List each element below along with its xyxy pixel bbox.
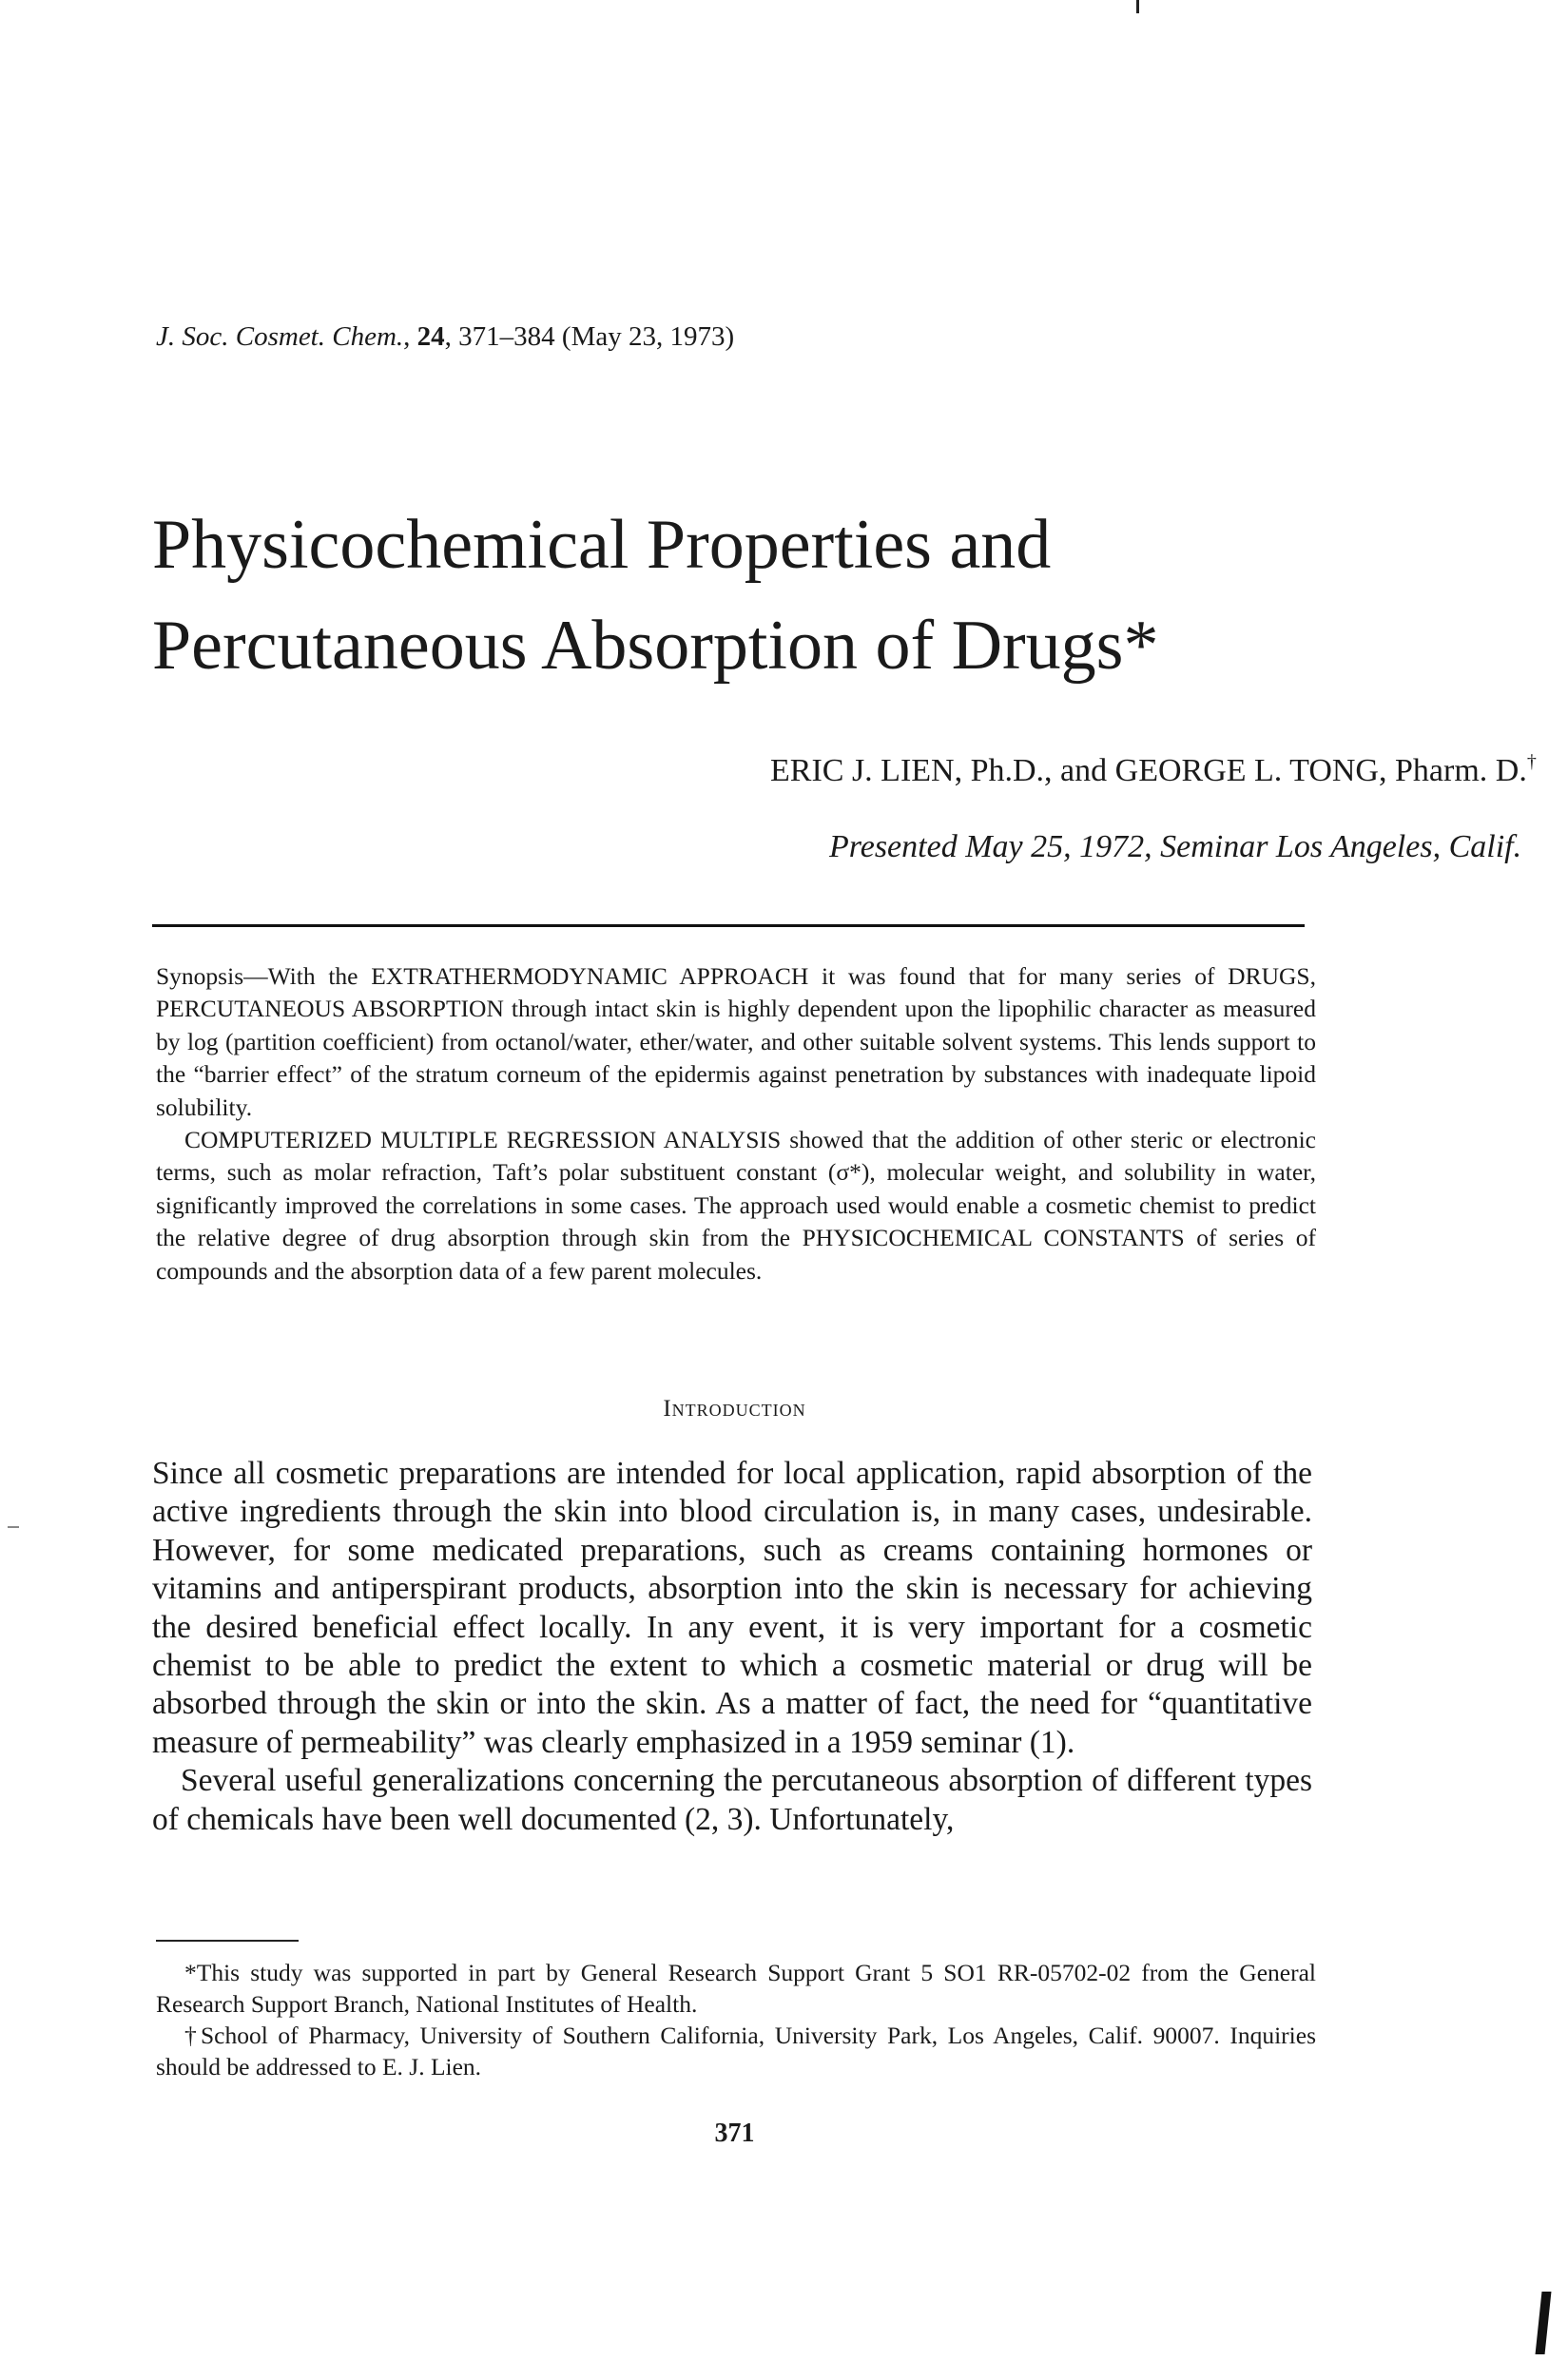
footnote-rule <box>156 1940 299 1942</box>
author-dagger: † <box>1526 751 1537 772</box>
journal-citation: J. Soc. Cosmet. Chem., 24, 371–384 (May 23, 1973) <box>156 321 735 352</box>
section-heading: Introduction <box>663 1396 806 1422</box>
footnote: †School of Pharmacy, University of Southern California, University Park, Los Angeles, Calif. 90007. Inquiries should be addressed to E. J. Lien. <box>156 2022 1316 2080</box>
header-rule <box>152 924 1305 927</box>
scan-mark-top <box>1136 0 1139 13</box>
page-number: 371 <box>714 2119 755 2148</box>
body-paragraph: Since all cosmetic preparations are intended for local application, rapid absorption of the active ingredients through the skin into blood circulation is, in many cases, undesirable. However, for some medicated preparations, such as creams containing hormones or vitamins and antiperspirant products, absorption into the skin is necessary for achieving the desired beneficial effect locally. In any event, it is very important for a cosmetic chemist to be able to predict the extent to which a cosmetic material or drug will be absorbed through the skin or into the skin. As a matter of fact, the need for “quantitative measure of permeability” was clearly emphasized in a 1959 seminar (1). <box>152 1456 1312 1760</box>
journal-name: J. Soc. Cosmet. Chem. <box>156 321 404 352</box>
author-line <box>770 751 1537 789</box>
footnotes <box>156 1957 1316 2082</box>
body-paragraph: Several useful generalizations concerning the percutaneous absorption of different types of chemicals have been well documented (2, 3). Unfortunately, <box>152 1763 1312 1837</box>
scan-mark-left <box>8 1526 19 1528</box>
scan-mark-bottom <box>1536 2292 1552 2354</box>
synopsis-paragraph: Synopsis—With the EXTRATHERMODYNAMIC APPROACH it was found that for many series of DRUGS, PERCUTANEOUS ABSORPTION through intact skin is highly dependent upon the lipophilic character as measured by log (partition coefficient) from octanol/water, ether/water, and other suitable solvent systems. This lends support to the “barrier effect” of the stratum corneum of the epidermis against penetration by substances with inadequate lipoid solubility. <box>156 962 1316 1121</box>
author-names: ERIC J. LIEN, Ph.D., and GEORGE L. TONG, Pharm. D. <box>770 753 1527 788</box>
presented-line: Presented May 25, 1972, Seminar Los Angeles, Calif. <box>829 829 1522 864</box>
footnote: *This study was supported in part by General Research Support Grant 5 SO1 RR-05702-02 from the General Research Support Branch, National Institutes of Health. <box>156 1959 1316 2018</box>
journal-pages-date: 371–384 (May 23, 1973) <box>458 321 735 352</box>
body-text <box>152 1455 1312 1839</box>
synopsis <box>156 960 1316 1287</box>
paper-title: Physicochemical Properties and Percutaneous Absorption of Drugs* <box>152 506 1159 685</box>
synopsis-paragraph: COMPUTERIZED MULTIPLE REGRESSION ANALYSIS showed that the addition of other steric or electronic terms, such as molar refraction, Taft’s polar substituent constant (σ*), molecular weight, and solubility in water, significantly improved the correlations in some cases. The approach used would enable a cosmetic chemist to predict the relative degree of drug absorption through skin from the PHYSICOCHEMICAL CONSTANTS of series of compounds and the absorption data of a few parent molecules. <box>156 1126 1316 1285</box>
journal-volume: 24 <box>416 321 445 352</box>
